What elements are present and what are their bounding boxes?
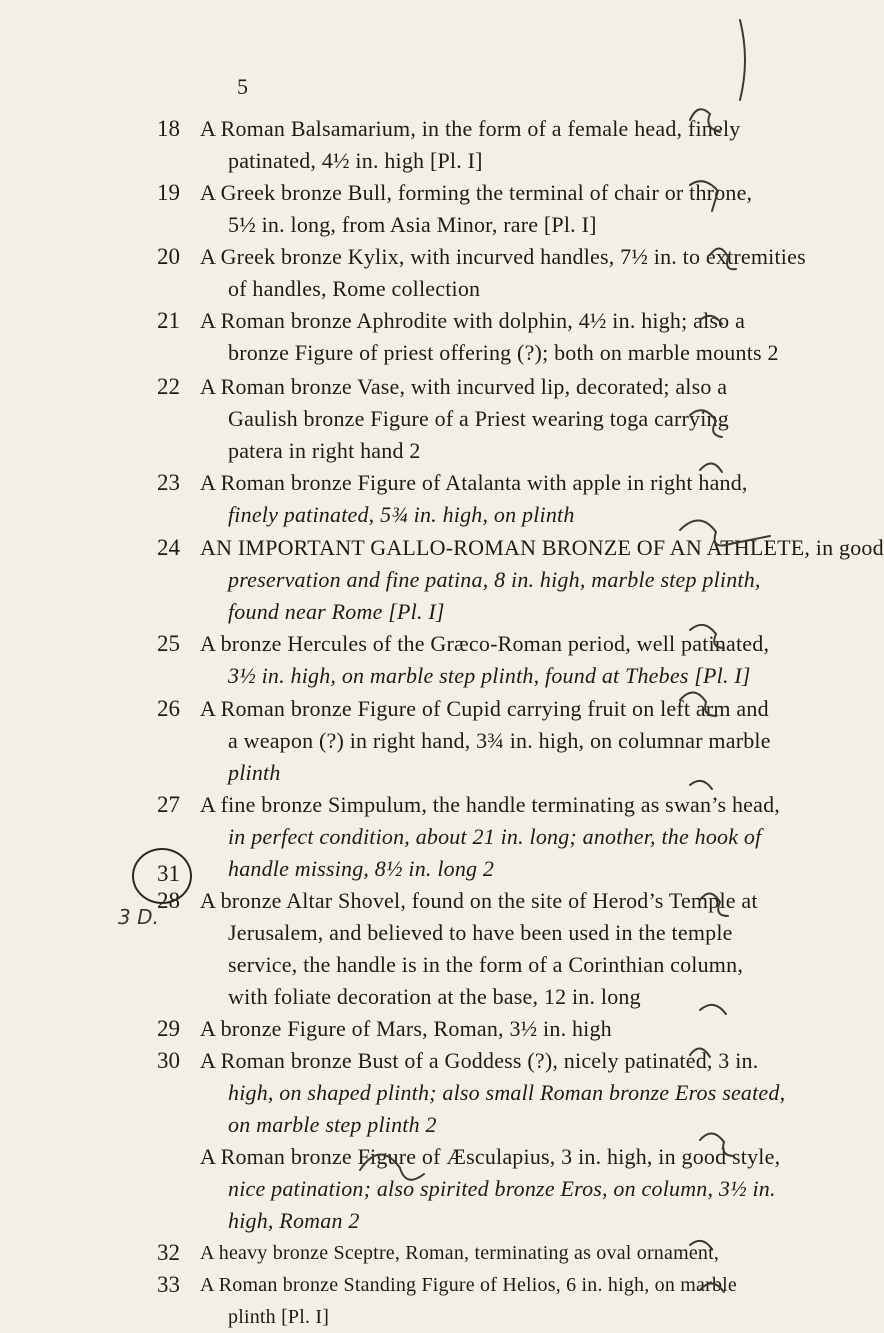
desc-line: patinated, 4½ in. high [Pl. I] (228, 148, 483, 173)
lot-number: 33 (157, 1272, 180, 1297)
margin-note: 3 D. (118, 905, 159, 929)
lot-description (200, 1013, 670, 1045)
desc-line: AN IMPORTANT GALLO-ROMAN BRONZE OF AN ATHLETE, in good (200, 535, 884, 560)
lot-description (200, 241, 806, 305)
desc-line: nice patination; also spirited bronze Eros, on column, 3½ in. (228, 1176, 776, 1201)
desc-line: high, Roman 2 (228, 1208, 360, 1233)
lot-description (200, 1045, 786, 1141)
lot-number: 28 (157, 888, 180, 913)
lot-description (200, 885, 758, 1013)
lot-number: 26 (157, 696, 180, 721)
desc-line: high, on shaped plinth; also small Roman bronze Eros seated, (228, 1080, 786, 1105)
desc-line: A Roman bronze Standing Figure of Helios, 6 in. high, on marble (200, 1274, 737, 1296)
desc-line: bronze Figure of priest offering (?); both on marble mounts 2 (228, 340, 779, 365)
lot-description (200, 1237, 720, 1269)
page-number: 5 (237, 74, 248, 99)
desc-line: of handles, Rome collection (228, 276, 481, 301)
desc-line: Jerusalem, and believed to have been used in the temple (228, 920, 733, 945)
lot-description (200, 177, 753, 241)
desc-line: Gaulish bronze Figure of a Priest wearing toga carrying (228, 406, 729, 431)
lot-description (200, 532, 884, 628)
lot-number: 31 (157, 861, 180, 886)
lot-description (200, 693, 771, 789)
lot-number: 27 (157, 792, 180, 817)
lot-number: 24 (157, 535, 180, 560)
lot-number: 32 (157, 1240, 180, 1265)
desc-line: A Roman bronze Figure of Cupid carrying fruit on left arm and (200, 696, 769, 721)
desc-line: on marble step plinth 2 (228, 1112, 437, 1137)
desc-line: with foliate decoration at the base, 12 in. long (228, 984, 641, 1009)
desc-line: service, the handle is in the form of a Corinthian column, (228, 952, 744, 977)
lot-number: 30 (157, 1048, 180, 1073)
lot-description (200, 1269, 737, 1333)
desc-line: plinth [Pl. I] (228, 1306, 330, 1328)
lot-number: 18 (157, 116, 180, 141)
lot-number: 19 (157, 180, 180, 205)
lot-description (200, 113, 741, 177)
desc-line: in perfect condition, about 21 in. long; another, the hook of (228, 824, 762, 849)
lot-number: 22 (157, 374, 180, 399)
desc-line: A heavy bronze Sceptre, Roman, terminating as oval ornament, (200, 1242, 720, 1264)
lot-description (200, 628, 770, 692)
desc-line: handle missing, 8½ in. long 2 (228, 856, 495, 881)
lot-number: 23 (157, 470, 180, 495)
desc-line: A bronze Hercules of the Græco-Roman period, well patinated, (200, 631, 770, 656)
lot-description (200, 371, 729, 467)
desc-line: A Greek bronze Bull, forming the terminal of chair or throne, (200, 180, 753, 205)
desc-line: found near Rome [Pl. I] (228, 599, 445, 624)
lot-description (200, 1141, 781, 1237)
desc-line: A bronze Altar Shovel, found on the site of Herod’s Temple at (200, 888, 758, 913)
desc-line: A Roman Balsamarium, in the form of a female head, finely (200, 116, 741, 141)
desc-line: patera in right hand 2 (228, 438, 421, 463)
desc-line: A Greek bronze Kylix, with incurved handles, 7½ in. to extremities (200, 244, 806, 269)
lot-number: 20 (157, 244, 180, 269)
desc-line: A Roman bronze Figure of Æsculapius, 3 in. high, in good style, (200, 1144, 781, 1169)
desc-line: plinth (228, 760, 281, 785)
desc-line: A Roman bronze Vase, with incurved lip, decorated; also a (200, 374, 728, 399)
desc-line: A Roman bronze Bust of a Goddess (?), nicely patinated, 3 in. (200, 1048, 759, 1073)
lot-description (200, 305, 779, 369)
desc-line: A fine bronze Simpulum, the handle terminating as swan’s head, (200, 792, 780, 817)
lot-description (200, 467, 748, 531)
lot-number: 21 (157, 308, 180, 333)
desc-line: finely patinated, 5¾ in. high, on plinth (228, 502, 575, 527)
lot-number: 25 (157, 631, 180, 656)
desc-line: A Roman bronze Figure of Atalanta with apple in right hand, (200, 470, 748, 495)
desc-line: preservation and fine patina, 8 in. high, marble step plinth, (228, 567, 761, 592)
lot-number: 29 (157, 1016, 180, 1041)
desc-line: A bronze Figure of Mars, Roman, 3½ in. high (200, 1016, 612, 1041)
lot-description (200, 789, 780, 885)
desc-line: A Roman bronze Aphrodite with dolphin, 4½ in. high; also a (200, 308, 746, 333)
desc-line: 3½ in. high, on marble step plinth, found at Thebes [Pl. I] (228, 663, 751, 688)
desc-line: a weapon (?) in right hand, 3¾ in. high, on columnar marble (228, 728, 771, 753)
desc-line: 5½ in. long, from Asia Minor, rare [Pl. I] (228, 212, 597, 237)
